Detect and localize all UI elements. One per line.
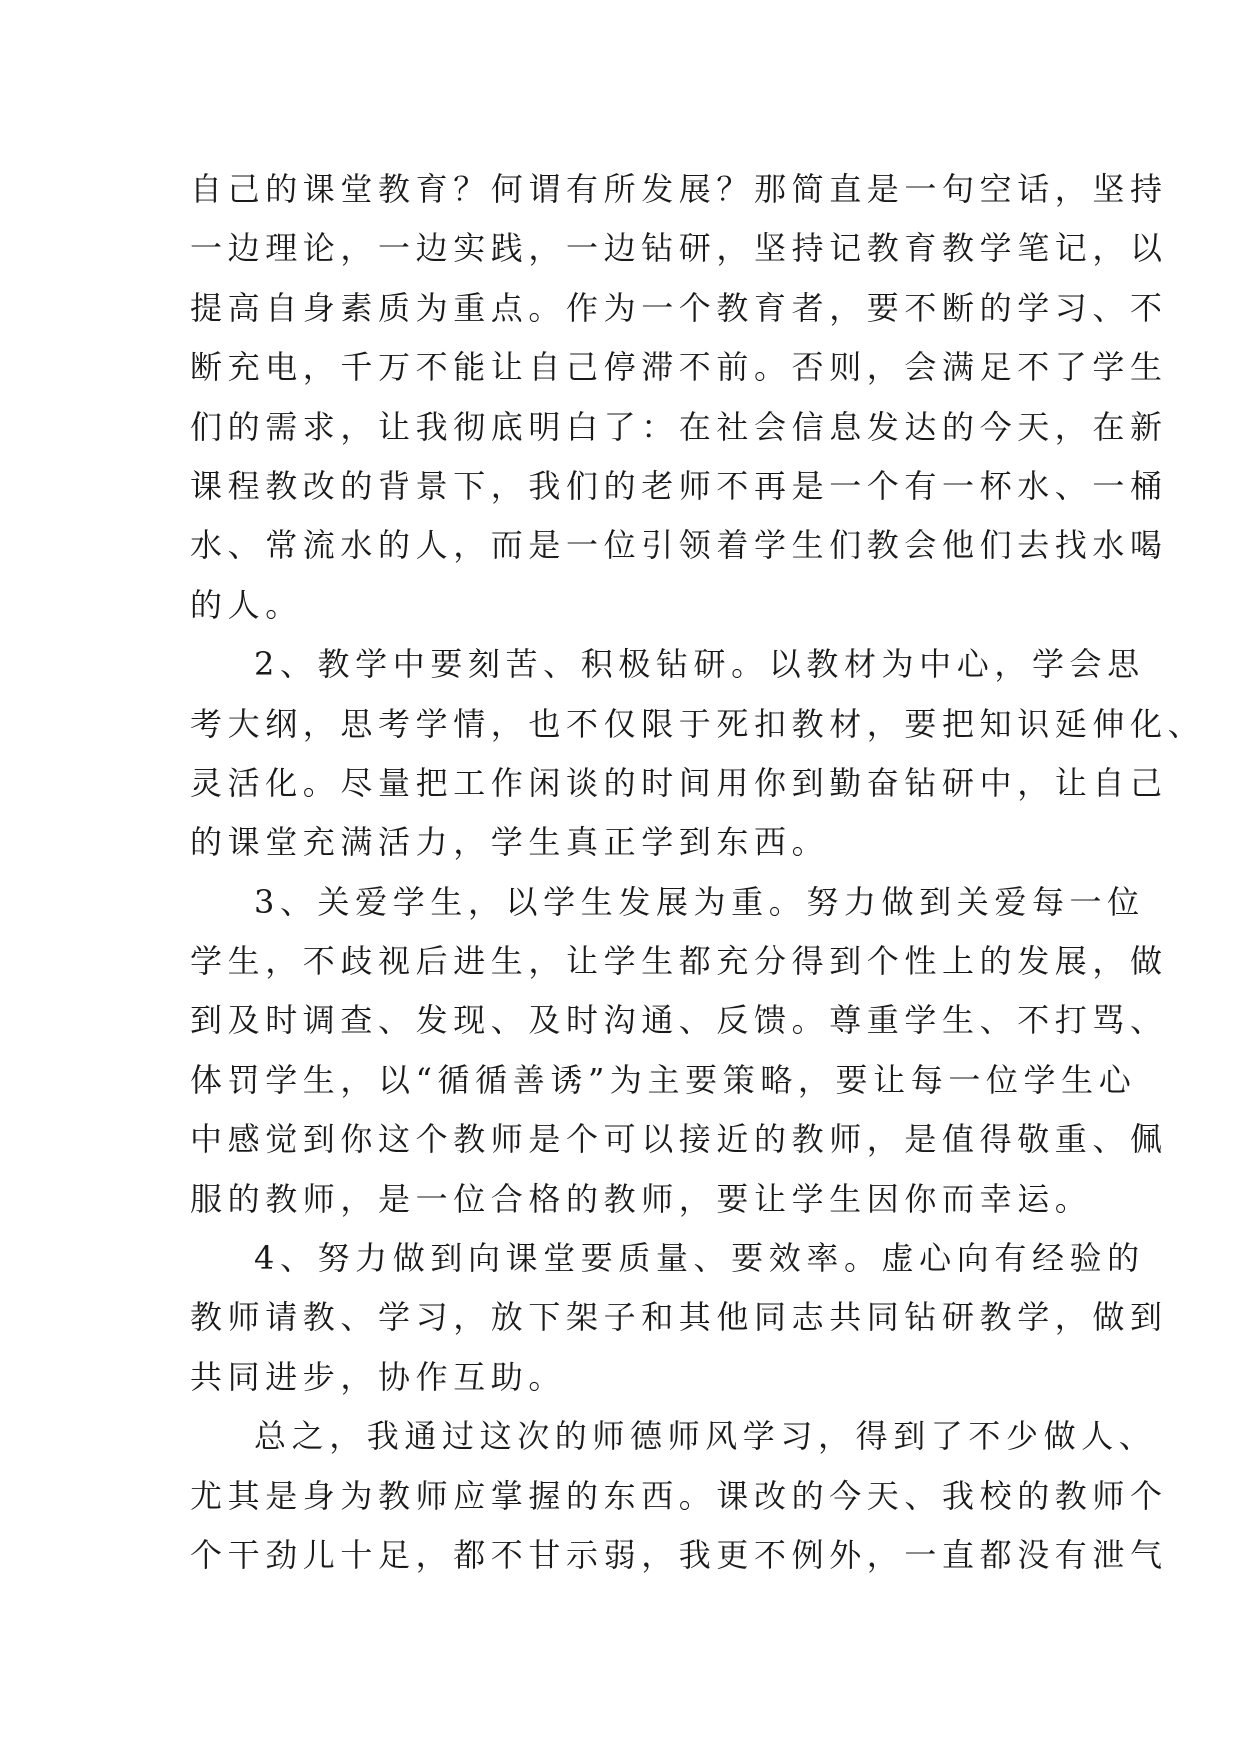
text-line: 水、常流水的人，而是一位引领着学生们教会他们去找水喝 <box>190 526 1168 565</box>
text-line: 的人。 <box>190 585 303 624</box>
text-line: 服的教师，是一位合格的教师，要让学生因你而幸运。 <box>190 1179 1093 1218</box>
text-line: 提高自身素质为重点。作为一个教育者，要不断的学习、不 <box>190 288 1168 327</box>
text-line: 灵活化。尽量把工作闲谈的时间用你到勤奋钻研中，让自己 <box>190 763 1168 802</box>
text-line: 共同进步，协作互助。 <box>190 1357 567 1396</box>
text-line: 自己的课堂教育？何谓有所发展？那简直是一句空话，坚持 <box>190 170 1168 208</box>
text-line: 断充电，千万不能让自己停滞不前。否则，会满足不了学生 <box>190 348 1168 387</box>
text-line: 考大纲，思考学情，也不仅限于死扣教材，要把知识延伸化、 <box>190 704 1206 743</box>
text-line: 总之，我通过这次的师德师风学习，得到了不少做人、 <box>254 1417 1157 1456</box>
body-text <box>190 160 1206 1585</box>
text-line: 学生，不歧视后进生，让学生都充分得到个性上的发展，做 <box>190 942 1168 981</box>
text-line: 体罚学生，以“循循善诱”为主要策略，要让每一位学生心 <box>190 1060 1137 1099</box>
text-line: 3、关爱学生，以学生发展为重。努力做到关爱每一位 <box>254 882 1145 921</box>
text-line: 到及时调查、发现、及时沟通、反馈。尊重学生、不打骂、 <box>190 1001 1168 1040</box>
text-line: 教师请教、学习，放下架子和其他同志共同钻研教学，做到 <box>190 1298 1168 1337</box>
text-line: 个干劲儿十足，都不甘示弱，我更不例外，一直都没有泄气 <box>190 1535 1168 1574</box>
text-line: 4、努力做到向课堂要质量、要效率。虚心向有经验的 <box>254 1239 1145 1278</box>
text-line: 尤其是身为教师应掌握的东西。课改的今天、我校的教师个 <box>190 1476 1168 1515</box>
text-line: 课程教改的背景下，我们的老师不再是一个有一杯水、一桶 <box>190 466 1168 505</box>
text-line: 们的需求，让我彻底明白了：在社会信息发达的今天，在新 <box>190 407 1168 446</box>
text-line: 2、教学中要刻苦、积极钻研。以教材为中心，学会思 <box>254 645 1145 684</box>
text-line: 一边理论，一边实践，一边钻研，坚持记教育教学笔记，以 <box>190 229 1168 268</box>
text-line: 的课堂充满活力，学生真正学到东西。 <box>190 823 830 862</box>
text-line: 中感觉到你这个教师是个可以接近的教师，是值得敬重、佩 <box>190 1120 1168 1159</box>
